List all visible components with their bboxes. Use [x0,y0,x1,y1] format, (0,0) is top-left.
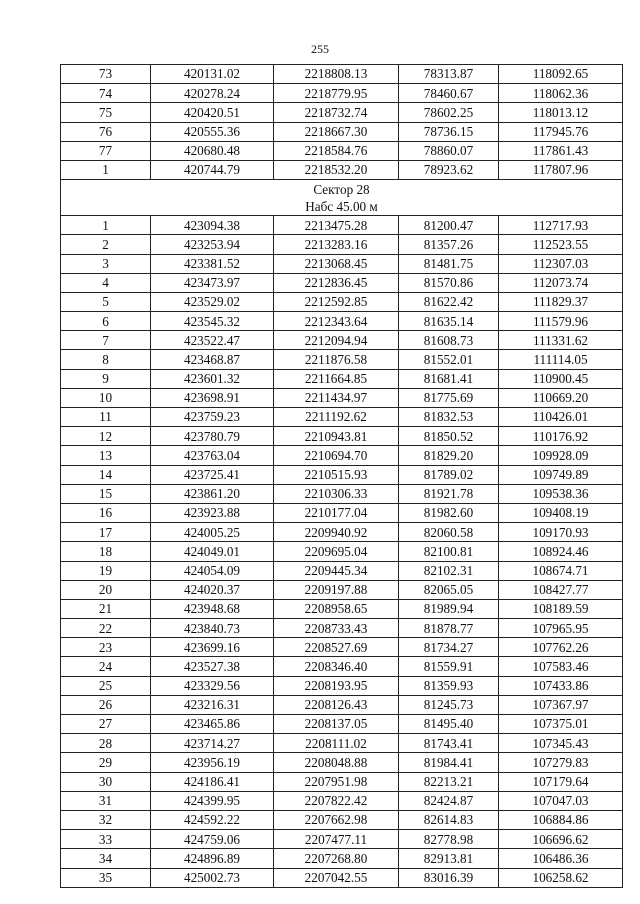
local-x-cell: 82065.05 [399,580,499,599]
y-coordinate-cell: 2208346.40 [274,657,399,676]
x-coordinate-cell: 423601.32 [151,369,274,388]
local-y-cell: 107179.64 [499,772,623,791]
local-x-cell: 81622.42 [399,292,499,311]
local-y-cell: 106696.62 [499,830,623,849]
local-y-cell: 117945.76 [499,122,623,141]
local-x-cell: 82424.87 [399,791,499,810]
x-coordinate-cell: 420278.24 [151,84,274,103]
local-x-cell: 81775.69 [399,388,499,407]
y-coordinate-cell: 2211192.62 [274,408,399,427]
y-coordinate-cell: 2212836.45 [274,273,399,292]
local-y-cell: 108674.71 [499,561,623,580]
table-row [61,810,623,829]
local-x-cell: 81635.14 [399,312,499,331]
point-number-cell: 77 [61,141,151,160]
local-x-cell: 81789.02 [399,465,499,484]
table-row [61,561,623,580]
x-coordinate-cell: 424399.95 [151,791,274,810]
point-number-cell: 13 [61,446,151,465]
y-coordinate-cell: 2208126.43 [274,695,399,714]
local-x-cell: 82778.98 [399,830,499,849]
y-coordinate-cell: 2207662.98 [274,810,399,829]
point-number-cell: 3 [61,254,151,273]
point-number-cell: 22 [61,619,151,638]
y-coordinate-cell: 2207822.42 [274,791,399,810]
x-coordinate-cell: 423473.97 [151,273,274,292]
y-coordinate-cell: 2210177.04 [274,503,399,522]
point-number-cell: 9 [61,369,151,388]
point-number-cell: 16 [61,503,151,522]
local-y-cell: 107375.01 [499,715,623,734]
local-y-cell: 117861.43 [499,141,623,160]
table-row [61,753,623,772]
table-row [61,849,623,868]
local-y-cell: 107433.86 [499,676,623,695]
local-y-cell: 110900.45 [499,369,623,388]
y-coordinate-cell: 2213475.28 [274,216,399,235]
y-coordinate-cell: 2207477.11 [274,830,399,849]
table-row [61,312,623,331]
y-coordinate-cell: 2209940.92 [274,523,399,542]
point-number-cell: 27 [61,715,151,734]
local-x-cell: 78736.15 [399,122,499,141]
local-x-cell: 81245.73 [399,695,499,714]
local-x-cell: 78313.87 [399,65,499,84]
point-number-cell: 21 [61,599,151,618]
table-row [61,619,623,638]
table-row [61,484,623,503]
y-coordinate-cell: 2218779.95 [274,84,399,103]
x-coordinate-cell: 423529.02 [151,292,274,311]
point-number-cell: 73 [61,65,151,84]
table-row [61,523,623,542]
local-y-cell: 107345.43 [499,734,623,753]
local-y-cell: 111331.62 [499,331,623,350]
point-number-cell: 12 [61,427,151,446]
x-coordinate-cell: 420555.36 [151,122,274,141]
point-number-cell: 23 [61,638,151,657]
point-number-cell: 30 [61,772,151,791]
table-row [61,542,623,561]
table-row [61,772,623,791]
local-y-cell: 118062.36 [499,84,623,103]
point-number-cell: 5 [61,292,151,311]
local-y-cell: 107047.03 [499,791,623,810]
local-y-cell: 118092.65 [499,65,623,84]
point-number-cell: 75 [61,103,151,122]
x-coordinate-cell: 423725.41 [151,465,274,484]
y-coordinate-cell: 2210694.70 [274,446,399,465]
coordinates-table-body [61,65,623,888]
table-row [61,446,623,465]
y-coordinate-cell: 2207268.80 [274,849,399,868]
x-coordinate-cell: 423527.38 [151,657,274,676]
table-row [61,427,623,446]
point-number-cell: 29 [61,753,151,772]
point-number-cell: 14 [61,465,151,484]
y-coordinate-cell: 2208048.88 [274,753,399,772]
table-row [61,235,623,254]
y-coordinate-cell: 2211876.58 [274,350,399,369]
table-row [61,580,623,599]
y-coordinate-cell: 2212094.94 [274,331,399,350]
point-number-cell: 8 [61,350,151,369]
x-coordinate-cell: 423714.27 [151,734,274,753]
local-x-cell: 82614.83 [399,810,499,829]
local-x-cell: 81878.77 [399,619,499,638]
x-coordinate-cell: 423216.31 [151,695,274,714]
coordinates-table [60,64,623,888]
table-row [61,122,623,141]
x-coordinate-cell: 420744.79 [151,160,274,179]
sector-height: Набс 45.00 м [305,198,378,214]
x-coordinate-cell: 424186.41 [151,772,274,791]
y-coordinate-cell: 2208137.05 [274,715,399,734]
point-number-cell: 31 [61,791,151,810]
local-x-cell: 81984.41 [399,753,499,772]
x-coordinate-cell: 423763.04 [151,446,274,465]
table-row [61,254,623,273]
local-y-cell: 108427.77 [499,580,623,599]
sector-title: Сектор 28 [313,181,370,197]
y-coordinate-cell: 2218532.20 [274,160,399,179]
local-x-cell: 81608.73 [399,331,499,350]
local-y-cell: 107583.46 [499,657,623,676]
table-row [61,292,623,311]
table-row [61,868,623,887]
table-row [61,65,623,84]
table-row [61,695,623,714]
local-y-cell: 106258.62 [499,868,623,887]
x-coordinate-cell: 424592.22 [151,810,274,829]
local-y-cell: 112523.55 [499,235,623,254]
y-coordinate-cell: 2210306.33 [274,484,399,503]
local-y-cell: 107367.97 [499,695,623,714]
y-coordinate-cell: 2218667.30 [274,122,399,141]
point-number-cell: 10 [61,388,151,407]
table-row [61,791,623,810]
table-row [61,103,623,122]
point-number-cell: 26 [61,695,151,714]
point-number-cell: 24 [61,657,151,676]
local-x-cell: 81495.40 [399,715,499,734]
table-row [61,599,623,618]
table-row [61,160,623,179]
x-coordinate-cell: 425002.73 [151,868,274,887]
y-coordinate-cell: 2210943.81 [274,427,399,446]
x-coordinate-cell: 423094.38 [151,216,274,235]
x-coordinate-cell: 423861.20 [151,484,274,503]
local-y-cell: 112717.93 [499,216,623,235]
sector-header-cell [61,180,623,216]
x-coordinate-cell: 420680.48 [151,141,274,160]
local-y-cell: 117807.96 [499,160,623,179]
table-row [61,638,623,657]
point-number-cell: 4 [61,273,151,292]
local-y-cell: 109408.19 [499,503,623,522]
local-x-cell: 82102.31 [399,561,499,580]
local-y-cell: 107279.83 [499,753,623,772]
y-coordinate-cell: 2210515.93 [274,465,399,484]
local-x-cell: 82213.21 [399,772,499,791]
point-number-cell: 28 [61,734,151,753]
y-coordinate-cell: 2209445.34 [274,561,399,580]
local-x-cell: 81850.52 [399,427,499,446]
x-coordinate-cell: 424896.89 [151,849,274,868]
y-coordinate-cell: 2209695.04 [274,542,399,561]
local-x-cell: 78923.62 [399,160,499,179]
x-coordinate-cell: 423956.19 [151,753,274,772]
local-y-cell: 110426.01 [499,408,623,427]
x-coordinate-cell: 423468.87 [151,350,274,369]
local-y-cell: 110669.20 [499,388,623,407]
point-number-cell: 33 [61,830,151,849]
table-row [61,350,623,369]
y-coordinate-cell: 2213283.16 [274,235,399,254]
local-y-cell: 110176.92 [499,427,623,446]
local-x-cell: 81743.41 [399,734,499,753]
point-number-cell: 1 [61,160,151,179]
local-y-cell: 108924.46 [499,542,623,561]
table-row [61,830,623,849]
local-x-cell: 81734.27 [399,638,499,657]
local-x-cell: 78860.07 [399,141,499,160]
y-coordinate-cell: 2207042.55 [274,868,399,887]
y-coordinate-cell: 2213068.45 [274,254,399,273]
point-number-cell: 2 [61,235,151,254]
local-y-cell: 107965.95 [499,619,623,638]
y-coordinate-cell: 2208111.02 [274,734,399,753]
y-coordinate-cell: 2211664.85 [274,369,399,388]
local-x-cell: 82100.81 [399,542,499,561]
point-number-cell: 15 [61,484,151,503]
x-coordinate-cell: 423840.73 [151,619,274,638]
sector-header-row [61,180,623,216]
table-row [61,273,623,292]
local-x-cell: 78460.67 [399,84,499,103]
point-number-cell: 34 [61,849,151,868]
local-x-cell: 81559.91 [399,657,499,676]
local-y-cell: 111579.96 [499,312,623,331]
local-y-cell: 106486.36 [499,849,623,868]
x-coordinate-cell: 423545.32 [151,312,274,331]
point-number-cell: 20 [61,580,151,599]
x-coordinate-cell: 423522.47 [151,331,274,350]
local-x-cell: 82060.58 [399,523,499,542]
x-coordinate-cell: 424759.06 [151,830,274,849]
local-x-cell: 81832.53 [399,408,499,427]
table-row [61,715,623,734]
x-coordinate-cell: 423923.88 [151,503,274,522]
point-number-cell: 17 [61,523,151,542]
local-y-cell: 111114.05 [499,350,623,369]
local-y-cell: 118013.12 [499,103,623,122]
x-coordinate-cell: 423699.16 [151,638,274,657]
point-number-cell: 35 [61,868,151,887]
local-x-cell: 81357.26 [399,235,499,254]
local-x-cell: 81200.47 [399,216,499,235]
point-number-cell: 76 [61,122,151,141]
y-coordinate-cell: 2208527.69 [274,638,399,657]
local-y-cell: 109928.09 [499,446,623,465]
x-coordinate-cell: 423381.52 [151,254,274,273]
point-number-cell: 19 [61,561,151,580]
x-coordinate-cell: 423698.91 [151,388,274,407]
local-x-cell: 81982.60 [399,503,499,522]
x-coordinate-cell: 423759.23 [151,408,274,427]
table-row [61,388,623,407]
x-coordinate-cell: 423780.79 [151,427,274,446]
point-number-cell: 1 [61,216,151,235]
local-y-cell: 112307.03 [499,254,623,273]
point-number-cell: 25 [61,676,151,695]
local-x-cell: 81681.41 [399,369,499,388]
local-x-cell: 81481.75 [399,254,499,273]
point-number-cell: 6 [61,312,151,331]
local-y-cell: 108189.59 [499,599,623,618]
table-row [61,734,623,753]
table-row [61,676,623,695]
x-coordinate-cell: 423465.86 [151,715,274,734]
point-number-cell: 32 [61,810,151,829]
x-coordinate-cell: 423948.68 [151,599,274,618]
y-coordinate-cell: 2218584.76 [274,141,399,160]
table-row [61,369,623,388]
local-y-cell: 107762.26 [499,638,623,657]
table-row [61,657,623,676]
x-coordinate-cell: 423329.56 [151,676,274,695]
y-coordinate-cell: 2211434.97 [274,388,399,407]
y-coordinate-cell: 2212592.85 [274,292,399,311]
point-number-cell: 7 [61,331,151,350]
x-coordinate-cell: 424049.01 [151,542,274,561]
y-coordinate-cell: 2218808.13 [274,65,399,84]
y-coordinate-cell: 2207951.98 [274,772,399,791]
x-coordinate-cell: 420420.51 [151,103,274,122]
table-row [61,141,623,160]
local-x-cell: 81921.78 [399,484,499,503]
point-number-cell: 18 [61,542,151,561]
local-x-cell: 81829.20 [399,446,499,465]
local-y-cell: 106884.86 [499,810,623,829]
y-coordinate-cell: 2209197.88 [274,580,399,599]
y-coordinate-cell: 2208193.95 [274,676,399,695]
point-number-cell: 74 [61,84,151,103]
table-row [61,408,623,427]
point-number-cell: 11 [61,408,151,427]
x-coordinate-cell: 420131.02 [151,65,274,84]
table-row [61,331,623,350]
table-row [61,216,623,235]
local-x-cell: 81359.93 [399,676,499,695]
y-coordinate-cell: 2212343.64 [274,312,399,331]
local-x-cell: 81989.94 [399,599,499,618]
table-row [61,503,623,522]
local-y-cell: 111829.37 [499,292,623,311]
x-coordinate-cell: 423253.94 [151,235,274,254]
local-x-cell: 82913.81 [399,849,499,868]
local-y-cell: 109749.89 [499,465,623,484]
local-y-cell: 109538.36 [499,484,623,503]
x-coordinate-cell: 424020.37 [151,580,274,599]
page-number: 255 [311,42,329,56]
local-y-cell: 109170.93 [499,523,623,542]
x-coordinate-cell: 424054.09 [151,561,274,580]
y-coordinate-cell: 2208958.65 [274,599,399,618]
table-row [61,84,623,103]
y-coordinate-cell: 2208733.43 [274,619,399,638]
x-coordinate-cell: 424005.25 [151,523,274,542]
local-x-cell: 83016.39 [399,868,499,887]
y-coordinate-cell: 2218732.74 [274,103,399,122]
local-x-cell: 81552.01 [399,350,499,369]
local-x-cell: 78602.25 [399,103,499,122]
local-x-cell: 81570.86 [399,273,499,292]
table-row [61,465,623,484]
local-y-cell: 112073.74 [499,273,623,292]
